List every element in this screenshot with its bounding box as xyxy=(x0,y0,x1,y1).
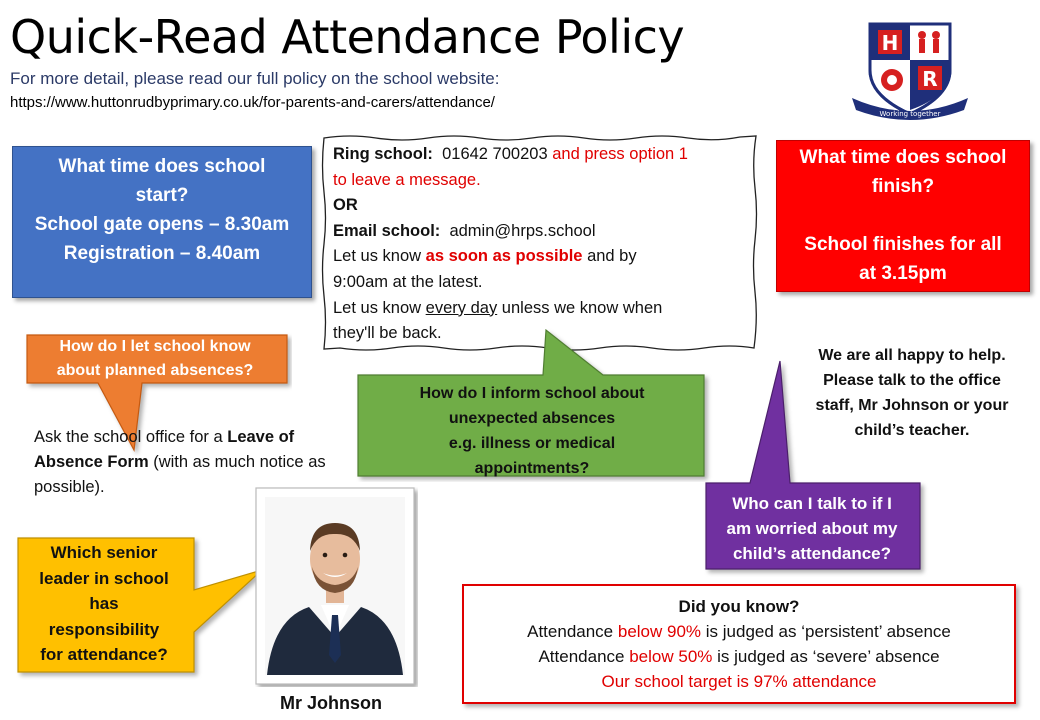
planned-answer-suffix: (with as much notice as possible). xyxy=(34,453,326,496)
finish-question-line2: finish? xyxy=(871,176,935,197)
phone-option-text: and press option 1 xyxy=(552,145,688,163)
photo-caption: Mr Johnson xyxy=(280,693,382,713)
planned-absence-question xyxy=(30,335,280,383)
start-question-line2: start? xyxy=(135,185,189,206)
leader-line4: responsibility xyxy=(48,619,160,639)
dyk-line1-suffix: is judged as ‘persistent’ absence xyxy=(705,622,951,641)
school-start-box xyxy=(12,146,312,298)
gate-opens-time: School gate opens – 8.30am xyxy=(34,214,290,235)
planned-question-line2: about planned absences? xyxy=(56,362,254,379)
logo-motto: Working together xyxy=(879,110,941,118)
school-crest-logo xyxy=(848,18,972,122)
school-email-address[interactable]: admin@hrps.school xyxy=(449,221,596,240)
every-day-line xyxy=(333,296,748,322)
dyk-line1-prefix: Attendance xyxy=(527,622,614,641)
help-line3: staff, Mr Johnson or your xyxy=(815,397,1009,414)
start-question-line1: What time does school xyxy=(58,156,266,177)
below-90-percent: below 90% xyxy=(617,622,702,641)
email-line xyxy=(333,219,748,245)
asap-line xyxy=(333,244,748,270)
ring-label: Ring school: xyxy=(333,145,433,163)
planned-question-line1: How do I let school know xyxy=(59,338,251,355)
unexpected-question-line4: appointments? xyxy=(474,460,590,477)
asap-suffix: and by xyxy=(587,247,637,266)
did-you-know-box xyxy=(462,584,1016,704)
policy-link[interactable]: https://www.huttonrudbyprimary.co.uk/for-parents-and-carers/attendance/ xyxy=(10,94,495,111)
unexpected-absence-question xyxy=(360,381,704,481)
worried-attendance-question xyxy=(707,491,917,566)
phone-line xyxy=(333,142,748,168)
or-separator: OR xyxy=(333,196,358,215)
help-line2: Please talk to the office xyxy=(823,372,1001,389)
dyk-line2-prefix: Attendance xyxy=(538,647,625,666)
dyk-line2-suffix: is judged as ‘severe’ absence xyxy=(717,647,940,666)
page-subtitle: For more detail, please read our full policy on the school website: xyxy=(10,69,500,88)
leader-line5: for attendance? xyxy=(40,645,168,664)
worried-line3: child’s attendance? xyxy=(732,544,892,563)
mr-johnson-photo xyxy=(255,487,418,687)
school-phone-number[interactable]: 01642 700203 xyxy=(442,145,548,163)
finish-question-line1: What time does school xyxy=(799,147,1007,168)
finish-answer-line2: at 3.15pm xyxy=(859,263,947,284)
logo-letter-h: H xyxy=(881,31,899,55)
persistent-absence-line xyxy=(464,619,1014,644)
leader-line1: Which senior xyxy=(50,543,158,562)
help-line1: We are all happy to help. xyxy=(818,347,1006,364)
phone-option-text-2: to leave a message. xyxy=(333,170,481,189)
every-day-emphasis: every day xyxy=(425,298,498,317)
asap-prefix: Let us know xyxy=(333,247,422,266)
school-finish-box xyxy=(776,140,1030,292)
unexpected-question-line3: e.g. illness or medical xyxy=(448,435,616,452)
unexpected-question-line2: unexpected absences xyxy=(448,410,616,427)
did-you-know-heading: Did you know? xyxy=(678,597,800,616)
school-target: Our school target is 97% attendance xyxy=(601,672,877,691)
asap-emphasis: as soon as possible xyxy=(425,247,583,266)
contact-instructions xyxy=(333,142,748,347)
below-50-percent: below 50% xyxy=(629,647,713,666)
unexpected-question-line1: How do I inform school about xyxy=(419,385,645,402)
worried-line1: Who can I talk to if I xyxy=(732,494,892,513)
logo-letter-r: R xyxy=(922,67,938,91)
email-label: Email school: xyxy=(333,221,441,240)
every-day-prefix: Let us know xyxy=(333,298,422,317)
back-text: they'll be back. xyxy=(333,324,442,343)
page-title: Quick-Read Attendance Policy xyxy=(10,10,685,64)
registration-time: Registration – 8.40am xyxy=(63,243,261,264)
leave-of-absence-form: Leave of Absence Form xyxy=(34,428,295,471)
help-line4: child’s teacher. xyxy=(854,422,970,439)
senior-leader-question xyxy=(20,540,188,668)
leader-line3: has xyxy=(89,594,119,613)
worried-line2: am worried about my xyxy=(726,519,898,538)
finish-answer-line1: School finishes for all xyxy=(804,234,1002,255)
planned-answer-prefix: Ask the school office for a xyxy=(34,428,223,446)
every-day-suffix: unless we know when xyxy=(501,298,663,317)
leader-line2: leader in school xyxy=(39,568,169,588)
deadline-text: 9:00am at the latest. xyxy=(333,272,483,291)
severe-absence-line xyxy=(464,644,1014,669)
